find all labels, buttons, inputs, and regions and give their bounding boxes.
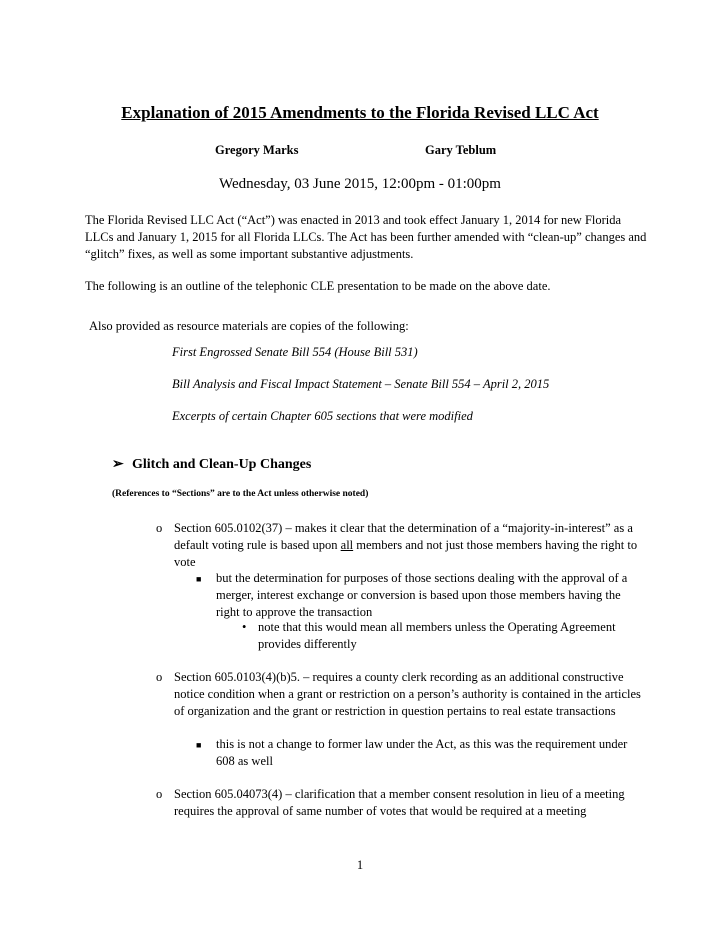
author-name: Gregory Marks <box>215 143 299 157</box>
underlined-text: all <box>340 538 354 552</box>
resource-item: Bill Analysis and Fiscal Impact Statement – Senate Bill 554 – April 2, 2015 <box>172 377 550 391</box>
arrow-bullet-icon: ➢ <box>112 457 124 472</box>
square-bullet-icon: ■ <box>196 574 202 584</box>
outline-item <box>174 520 654 571</box>
section-heading-text: Glitch and Clean-Up Changes <box>132 457 312 472</box>
intro-paragraph: The Florida Revised LLC Act (“Act”) was enacted in 2013 and took effect January 1, 2014 for new Florida LLCs and January 1, 2015 for all Florida LLCs. The Act has been further amended with “clean-up” changes and “glitch” fixes, as well as some important substantive adjustments. <box>85 213 647 261</box>
author-name: Gary Teblum <box>425 143 497 157</box>
resource-item: Excerpts of certain Chapter 605 sections that were modified <box>172 409 473 423</box>
resources-intro: Also provided as resource materials are copies of the following: <box>89 319 409 333</box>
resource-item: First Engrossed Senate Bill 554 (House Bill 531) <box>172 345 418 359</box>
outline-item: Section 605.04073(4) – clarification that a member consent resolution in lieu of a meeting requires the approval of same number of votes that would be required at a meeting <box>174 787 625 818</box>
document-title: Explanation of 2015 Amendments to the Florida Revised LLC Act <box>121 103 599 122</box>
circle-bullet-icon: o <box>156 670 163 684</box>
circle-bullet-icon: o <box>156 521 163 535</box>
page-number: 1 <box>356 858 364 872</box>
outline-subsubitem: note that this would mean all members unless the Operating Agreement provides differently <box>258 620 616 651</box>
square-bullet-icon: ■ <box>196 740 202 750</box>
outline-sentence: The following is an outline of the telephonic CLE presentation to be made on the above date. <box>85 279 551 293</box>
outline-item-text: members and not just those members having the right to vote <box>174 538 638 569</box>
outline-subitem: this is not a change to former law under the Act, as this was the requirement under 608 as well <box>216 737 628 768</box>
outline-item: Section 605.0103(4)(b)5. – requires a county clerk recording as an additional constructive notice condition when a grant or restriction on a person’s authority is contained in the articles of organization and the grant or restriction in question pertains to real estate transactions <box>174 670 641 718</box>
section-heading <box>112 456 311 473</box>
outline-subitem: but the determination for purposes of those sections dealing with the approval of a merger, interest exchange or conversion is based upon those members having the right to approve the transaction <box>216 571 628 619</box>
dot-bullet-icon: • <box>242 620 247 634</box>
presentation-date: Wednesday, 03 June 2015, 12:00pm - 01:00pm <box>219 176 501 192</box>
circle-bullet-icon: o <box>156 787 163 801</box>
section-note: (References to “Sections” are to the Act unless otherwise noted) <box>112 489 369 499</box>
outline-item-text: Section 605.0102(37) – makes it clear that the determination of a “majority-in-interest” as a default voting rule is based upon <box>174 521 633 552</box>
